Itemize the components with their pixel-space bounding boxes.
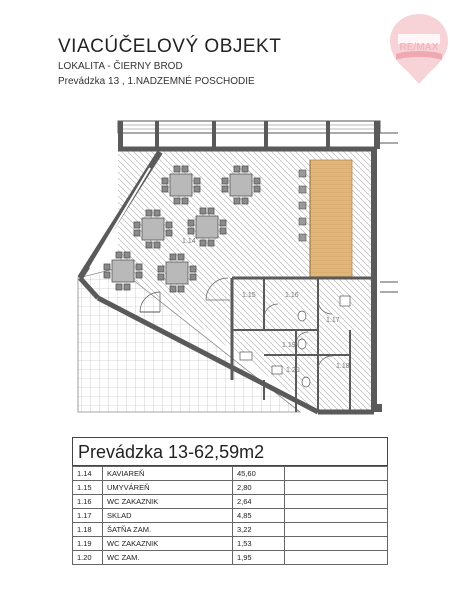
area-table-header: [72, 437, 388, 466]
room-label-1-20: 1.20: [286, 367, 300, 374]
room-area: 1,53: [233, 537, 285, 551]
room-label-1-18: 1.18: [336, 363, 350, 370]
room-number: 1.14: [73, 467, 103, 481]
room-number: 1.18: [73, 523, 103, 537]
room-name: WC ZAKAZNIK: [103, 537, 233, 551]
empty-cell: [285, 495, 388, 509]
table-row: [73, 523, 388, 537]
room-number: 1.19: [73, 537, 103, 551]
table-row: [73, 509, 388, 523]
room-name: ŠATŇA ZAM.: [103, 523, 233, 537]
room-area: 2,64: [233, 495, 285, 509]
room-name: UMYVÁREŇ: [103, 481, 233, 495]
room-area: 3,22: [233, 523, 285, 537]
table-row: [73, 467, 388, 481]
empty-cell: [285, 467, 388, 481]
room-name: WC ZAKAZNIK: [103, 495, 233, 509]
table-row: [73, 495, 388, 509]
empty-cell: [285, 537, 388, 551]
empty-cell: [285, 523, 388, 537]
room-area: 4,85: [233, 509, 285, 523]
room-area: 2,80: [233, 481, 285, 495]
area-table-caption: Prevádzka 13-62,59m2: [78, 442, 265, 462]
room-label-1-16: 1.16: [285, 292, 299, 299]
plan-title: VIACÚČELOVÝ OBJEKT: [58, 36, 282, 57]
table-row: [73, 481, 388, 495]
empty-cell: [285, 509, 388, 523]
room-name: SKLAD: [103, 509, 233, 523]
room-number: 1.17: [73, 509, 103, 523]
empty-cell: [285, 481, 388, 495]
room-number: 1.20: [73, 551, 103, 565]
room-number: 1.15: [73, 481, 103, 495]
table-row: [73, 551, 388, 565]
room-label-1-14: 1.14: [182, 238, 196, 245]
room-name: WC ZAM.: [103, 551, 233, 565]
room-label-1-17: 1.17: [326, 317, 340, 324]
unit-subtitle: Prevádzka 13 , 1.NADZEMNÉ POSCHODIE: [58, 76, 255, 87]
room-label-1-19: 1.19: [282, 342, 296, 349]
logo-text: RE/MAX: [399, 42, 439, 53]
room-name: KAVIAREŇ: [103, 467, 233, 481]
room-area-table: [72, 466, 388, 565]
room-number: 1.16: [73, 495, 103, 509]
room-area: 1,95: [233, 551, 285, 565]
location-subtitle: LOKALITA - ČIERNY BROD: [58, 61, 183, 72]
room-area: 45,60: [233, 467, 285, 481]
table-row: [73, 537, 388, 551]
empty-cell: [285, 551, 388, 565]
room-label-1-15: 1.15: [242, 292, 256, 299]
